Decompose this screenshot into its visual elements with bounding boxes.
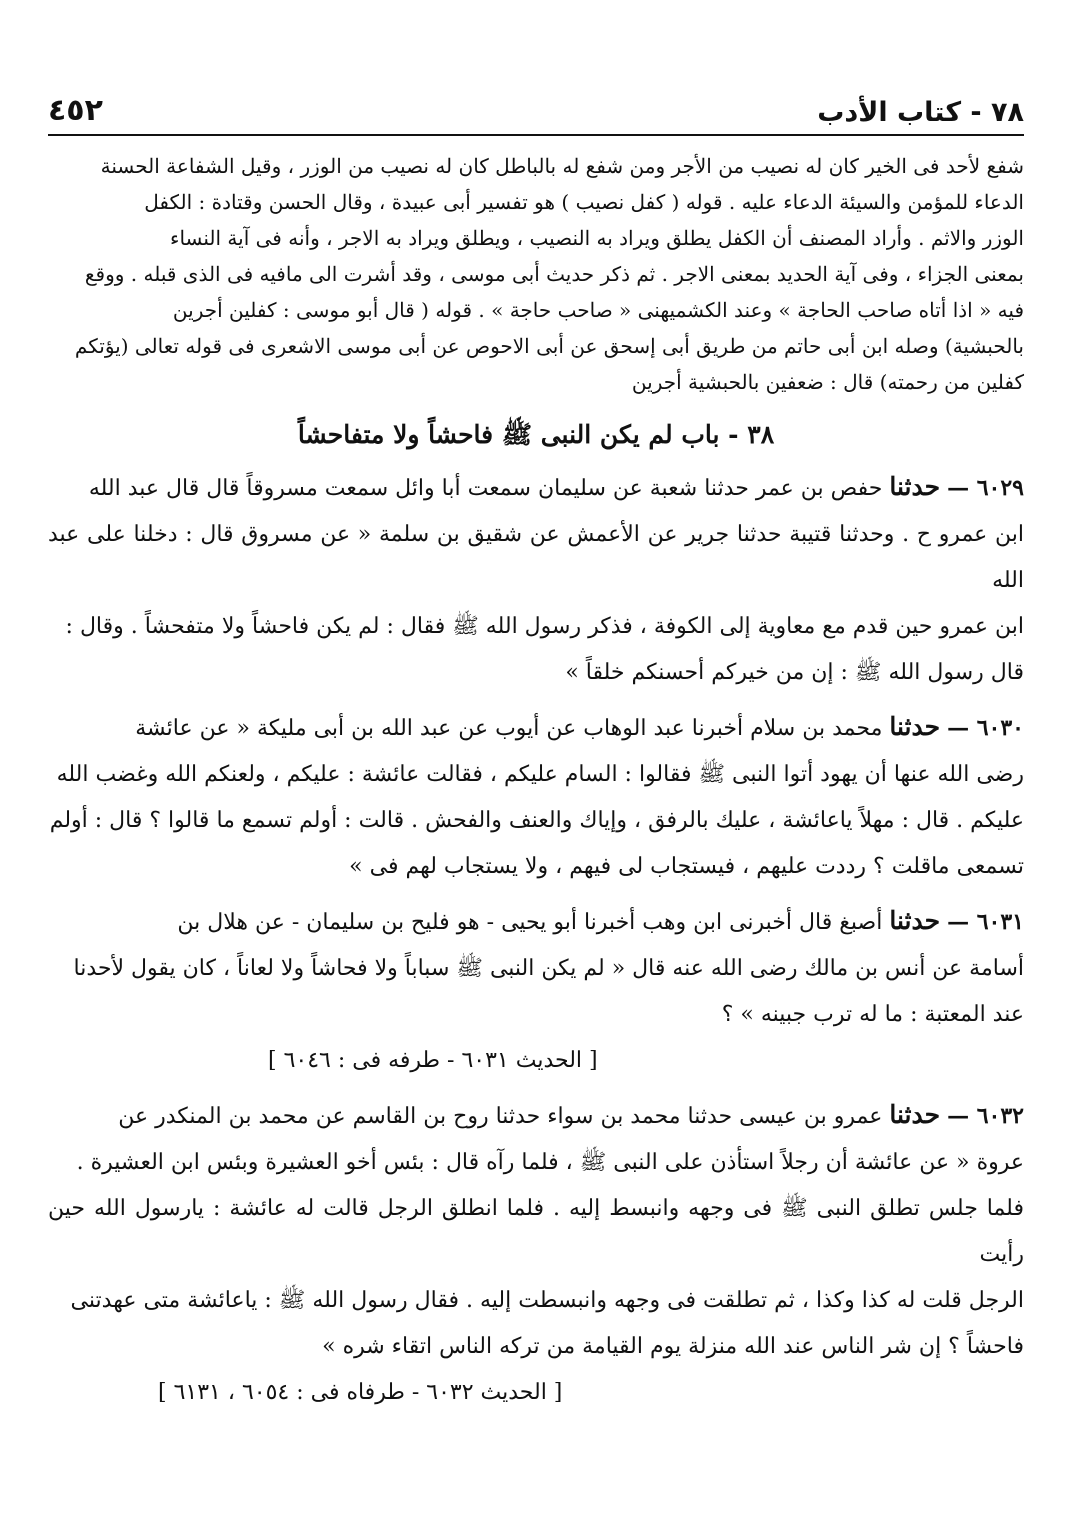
commentary-line: شفع لأحد فى الخير كان له نصيب من الأجر ومن شفع له بالباطل كان له نصيب من الوزر ، وقيل الشفاعة الحسنة <box>100 154 1024 178</box>
hadith-line <box>48 464 1024 512</box>
hadith-line: رضى الله عنها أن يهود أتوا النبى ﷺ فقالوا : السام عليكم ، فقالت عائشة : عليكم ، ولعنكم الله وغضب الله <box>56 762 1024 787</box>
running-header <box>48 86 1024 136</box>
hadith-line <box>48 898 1024 946</box>
hadith-6032 <box>48 1092 1024 1416</box>
haddathana-word: حدثنا <box>889 712 941 741</box>
hadith-number: ٦٠٣٠ — <box>947 715 1024 741</box>
haddathana-word: حدثنا <box>889 1100 941 1129</box>
commentary-line: الوزر والاثم . وأراد المصنف أن الكفل يطلق ويراد به النصيب ، ويطلق ويراد به الاجر ، وأنه فى آية النساء <box>170 226 1024 250</box>
cross-reference: [ الحديث ٦٠٣٢ - طرفاه فى : ٦٠٥٤ ، ٦١٣١ ] <box>158 1380 563 1405</box>
hadith-6029 <box>48 464 1024 696</box>
hadith-number: ٦٠٢٩ — <box>947 475 1024 501</box>
hadith-text: حفص بن عمر حدثنا شعبة عن سليمان سمعت أبا وائل سمعت مسروقاً قال قال عبد الله <box>88 476 883 501</box>
hadith-line <box>48 704 1024 752</box>
hadith-line: فلما جلس تطلق النبى ﷺ فى وجهه وانبسط إليه . فلما انطلق الرجل قالت له عائشة : يارسول الله حين رأيت <box>48 1196 1024 1267</box>
hadith-6031 <box>48 898 1024 1084</box>
hadith-line: ابن عمرو ح . وحدثنا قتيبة حدثنا جرير عن الأعمش عن شقيق بن سلمة « عن مسروق قال : دخلنا على عبد الله <box>48 522 1024 593</box>
hadith-line: قال رسول الله ﷺ : إن من خيركم أحسنكم خلقاً » <box>565 660 1024 685</box>
hadith-line: عليكم . قال : مهلاً ياعائشة ، عليك بالرفق ، وإياك والعنف والفحش . قالت : أولم تسمع ما قالوا ؟ قال : أولم <box>49 808 1024 833</box>
hadith-number: ٦٠٣١ — <box>947 909 1024 935</box>
hadith-number: ٦٠٣٢ — <box>947 1103 1024 1129</box>
commentary-line: بمعنى الجزاء ، وفى آية الحديد بمعنى الاجر . ثم ذكر حديث أبى موسى ، وقد أشرت الى مافيه فى الذى قبله . ووقع <box>84 262 1024 286</box>
hadith-line: عروة « عن عائشة أن رجلاً استأذن على النبى ﷺ ، فلما رآه قال : بئس أخو العشيرة وبئس ابن العشيرة . <box>76 1150 1024 1175</box>
hadith-line: ابن عمرو حين قدم مع معاوية إلى الكوفة ، فذكر رسول الله ﷺ فقال : لم يكن فاحشاً ولا متفحشاً . وقال : <box>65 614 1024 639</box>
cross-reference: [ الحديث ٦٠٣١ - طرفه فى : ٦٠٤٦ ] <box>268 1048 598 1073</box>
commentary-block <box>48 148 1024 400</box>
hadith-text: عمرو بن عيسى حدثنا محمد بن سواء حدثنا روح بن القاسم عن محمد بن المنكدر عن <box>118 1104 883 1129</box>
hadith-6030 <box>48 704 1024 890</box>
commentary-line: بالحبشية) وصله ابن أبى حاتم من طريق أبى إسحق عن أبى الاحوص عن أبى موسى الاشعرى فى قوله تعالى (يؤتكم <box>74 334 1024 358</box>
hadith-line: أسامة عن أنس بن مالك رضى الله عنه قال « لم يكن النبى ﷺ سباباً ولا فحاشاً ولا لعاناً ، كان يقول لأحدنا <box>73 956 1024 981</box>
hadith-text: محمد بن سلام أخبرنا عبد الوهاب عن أيوب عن عبد الله بن أبى مليكة « عن عائشة <box>135 716 883 741</box>
hadith-line: عند المعتبة : ما له ترب جبينه » ؟ <box>721 1002 1024 1027</box>
page-body <box>48 148 1024 1424</box>
haddathana-word: حدثنا <box>889 472 941 501</box>
hadith-line: فاحشاً ؟ إن شر الناس عند الله منزلة يوم القيامة من تركه الناس اتقاء شره » <box>322 1334 1024 1359</box>
book-title: ٧٨ - كتاب الأدب <box>817 97 1024 128</box>
haddathana-word: حدثنا <box>889 906 941 935</box>
hadith-line: تسمعى ماقلت ؟ رددت عليهم ، فيستجاب لى فيهم ، ولا يستجاب لهم فى » <box>349 854 1024 879</box>
page-number: ٤٥٢ <box>48 93 103 128</box>
commentary-line: كفلين من رحمته) قال : ضعفين بالحبشية أجرين <box>631 370 1024 394</box>
commentary-line: فيه « اذا أتاه صاحب الحاجة » وعند الكشميهنى « صاحب حاجة » . قوله ( قال أبو موسى : كفلين أجرين <box>172 298 1024 322</box>
hadith-text: أصبغ قال أخبرنى ابن وهب أخبرنا أبو يحيى - هو فليح بن سليمان - عن هلال بن <box>177 910 883 935</box>
chapter-heading: ٣٨ - باب لم يكن النبى ﷺ فاحشاً ولا متفاحشاً <box>297 420 775 449</box>
commentary-line: الدعاء للمؤمن والسيئة الدعاء عليه . قوله ( كفل نصيب ) هو تفسير أبى عبيدة ، وقال الحسن وقتادة : الكفل <box>144 190 1024 214</box>
hadith-line <box>48 1092 1024 1140</box>
hadith-line: الرجل قلت له كذا وكذا ، ثم تطلقت فى وجهه وانبسطت إليه . فقال رسول الله ﷺ : ياعائشة متى عهدتنى <box>70 1288 1024 1313</box>
